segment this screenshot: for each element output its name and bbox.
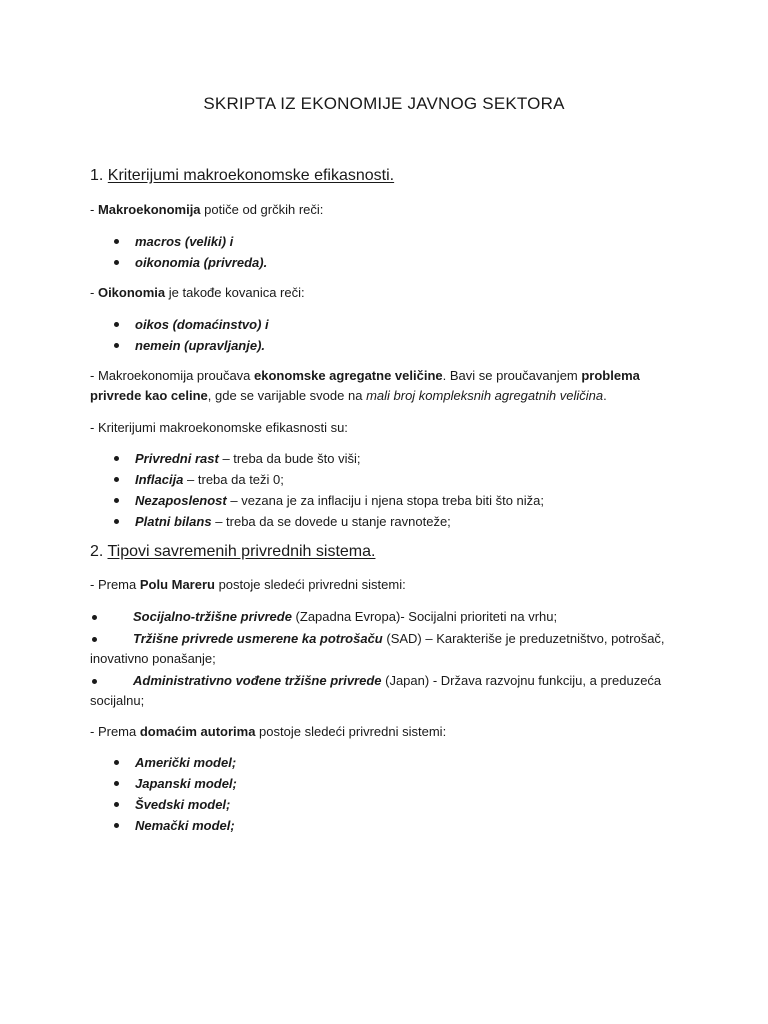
list-item [90,511,544,532]
list-item [90,794,237,815]
list-item [90,752,237,773]
system-desc: (Japan) - Država razvojnu funkciju, a preduzeća socijalnu; [90,673,662,708]
criterion-desc: – treba da bude što viši; [218,451,361,466]
bullet-icon [92,679,97,684]
text: - [90,285,98,300]
bullet-icon [114,519,119,524]
section-2-number: 2. [90,543,104,560]
criterion-desc: – treba da se dovede u stanje ravnoteže; [211,514,451,529]
text: postoje sledeći privredni sistemi: [214,577,406,592]
bold-term: Oikonomia [97,285,166,300]
bullet-icon [114,802,119,807]
section-1-number: 1. [90,167,104,184]
list-models [90,752,237,836]
text: je takođe kovanica reči: [165,285,305,300]
document-title: SKRIPTA IZ EKONOMIJE JAVNOG SEKTORA [203,94,565,113]
list-item-text: Japanski model; [135,776,237,791]
section-2-heading [90,543,375,561]
bold-term: ekonomske agregatne veličine [254,368,443,383]
list-item [90,448,544,469]
list-item-text: oikos (domaćinstvo) i [135,317,269,332]
bullet-icon [114,781,119,786]
bold-term: domaćim autorima [139,724,256,739]
system-term: Tržišne privrede usmerene ka potrošaču [133,631,383,646]
paragraph-makro-study [90,366,688,406]
bullet-icon [92,615,97,620]
text: - Makroekonomija proučava [90,368,255,383]
system-term: Socijalno-tržišne privrede [133,609,292,624]
bold-term: Makroekonomija [97,202,201,217]
bullet-icon [114,322,119,327]
bullet-icon [92,637,97,642]
list-item [90,469,544,490]
list-criteria [90,448,544,532]
list-item [90,335,269,356]
list-item-text: Američki model; [135,755,237,770]
text: potiče od grčkih reči: [200,202,324,217]
bullet-icon [114,823,119,828]
system-term: Administrativno vođene tržišne privrede [133,673,382,688]
italic-term: mali broj kompleksnih agregatnih veličina [366,388,604,403]
text: , gde se varijable svode na [207,388,367,403]
system-desc: (Zapadna Evropa)- Socijalni prioriteti na vrhu; [291,609,558,624]
criterion-term: Nezaposlenost [135,493,227,508]
paragraph-domaci-autori [90,722,688,742]
criterion-term: Platni bilans [135,514,212,529]
bullet-icon [114,456,119,461]
text: . [603,388,607,403]
criterion-desc: – treba da teži 0; [183,472,284,487]
list-item [90,490,544,511]
list-item [90,773,237,794]
list-item [90,231,267,252]
bullet-icon [114,760,119,765]
bullet-icon [114,260,119,265]
text: - Prema [90,724,140,739]
list-item [90,314,269,335]
paragraph-mareru [90,575,688,595]
criterion-desc: – vezana je za inflaciju i njena stopa treba biti što niža; [226,493,544,508]
section-2-title: Tipovi savremenih privrednih sistema. [107,543,376,560]
bullet-icon [114,477,119,482]
bullet-icon [114,343,119,348]
list-item [90,815,237,836]
text: . Bavi se proučavanjem [442,368,582,383]
system-item-administrativno [90,671,688,711]
list-item-text: macros (veliki) i [135,234,234,249]
paragraph-makroekonomija [90,200,688,220]
criterion-term: Inflacija [135,472,184,487]
text: - Prema [90,577,140,592]
list-item-text: oikonomia (privreda). [135,255,268,270]
criterion-term: Privredni rast [135,451,219,466]
list-item-text: Švedski model; [135,797,231,812]
paragraph-oikonomia [90,283,688,303]
list-origin-words [90,231,267,273]
system-desc: (SAD) – Karakteriše je preduzetništvo, potrošač, inovativno ponašanje; [90,631,665,666]
list-item [90,252,267,273]
list-item-text: nemein (upravljanje). [135,338,266,353]
text: postoje sledeći privredni sistemi: [255,724,447,739]
bold-term: problema privrede kao celine [90,368,640,403]
system-item-trzisne [90,629,688,669]
bullet-icon [114,498,119,503]
section-1-heading [90,167,394,185]
paragraph-criteria-intro: - Kriterijumi makroekonomske efikasnosti su: [90,420,348,435]
system-item-socijalno [90,607,688,627]
bullet-icon [114,239,119,244]
bold-term: Polu Mareru [139,577,215,592]
list-oikonomia-words [90,314,269,356]
section-1-title: Kriterijumi makroekonomske efikasnosti. [107,167,395,184]
list-item-text: Nemački model; [135,818,235,833]
text: - [90,202,98,217]
